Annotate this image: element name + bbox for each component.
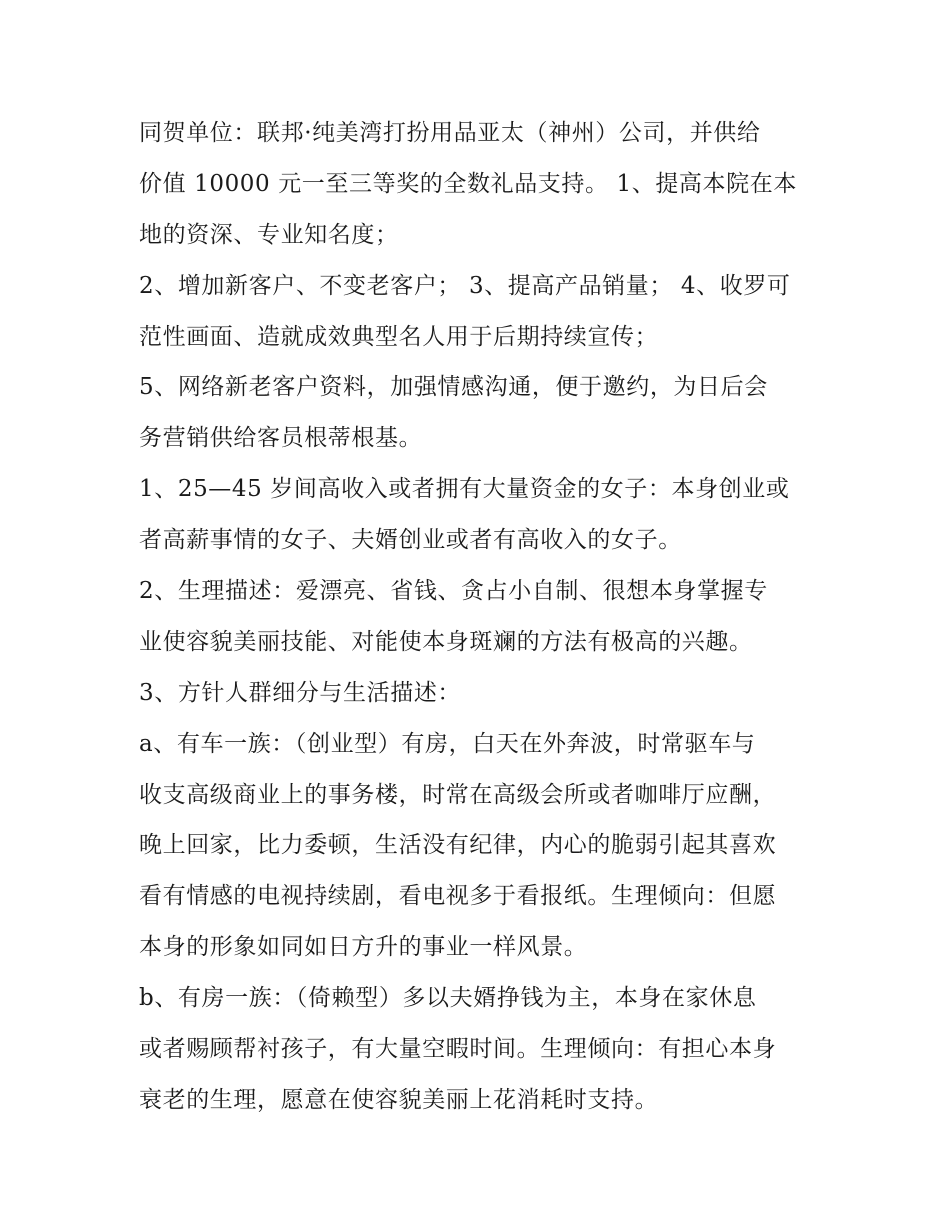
text-line: 1、25—45 岁间高收入或者拥有大量资金的女子：本身创业或 [139,476,790,503]
text-line: 5、网络新老客户资料，加强情感沟通，便于邀约，为日后会 [139,374,768,401]
text-line: 同贺单位：联邦·纯美湾打扮用品亚太（神州）公司，并供给 [139,120,761,146]
text-line: 2、生理描述：爱漂亮、省钱、贪占小自制、很想本身掌握专 [139,578,768,605]
text-line: 者高薪事情的女子、夫婿创业或者有高收入的女子。 [139,527,682,554]
text-line: 或者赐顾帮衬孩子，有大量空暇时间。生理倾向：有担心本身 [139,1036,777,1063]
text-line: 2、增加新客户、不变老客户； 3、提高产品销量； 4、收罗可 [139,272,791,299]
text-line: 3、方针人群细分与生活描述： [139,679,462,706]
text-line: 业使容貌美丽技能、对能使本身斑斓的方法有极高的兴趣。 [139,628,753,655]
text-line: 本身的形象如同如日方升的事业一样风景。 [139,934,588,961]
text-line: 价值 10000 元一至三等奖的全数礼品支持。 1、提高本院在本 [139,170,797,197]
text-line: 地的资深、专业知名度； [139,221,399,248]
document-body [139,108,819,1126]
text-line: 衰老的生理，愿意在使容貌美丽上花消耗时支持。 [139,1086,659,1113]
text-line: 看有情感的电视持续剧，看电视多于看报纸。生理倾向：但愿 [139,883,777,910]
text-line: b、有房一族：（倚赖型）多以夫婿挣钱为主，本身在家休息 [139,985,757,1012]
text-line: 晚上回家，比力委顿，生活没有纪律，内心的脆弱引起其喜欢 [139,832,777,859]
text-line: a、有车一族：（创业型）有房，白天在外奔波，时常驱车与 [139,730,756,757]
text-line: 收支高级商业上的事务楼，时常在高级会所或者咖啡厅应酬， [139,781,777,808]
text-line: 务营销供给客员根蒂根基。 [139,425,423,452]
text-line: 范性画面、造就成效典型名人用于后期持续宣传； [139,323,659,350]
